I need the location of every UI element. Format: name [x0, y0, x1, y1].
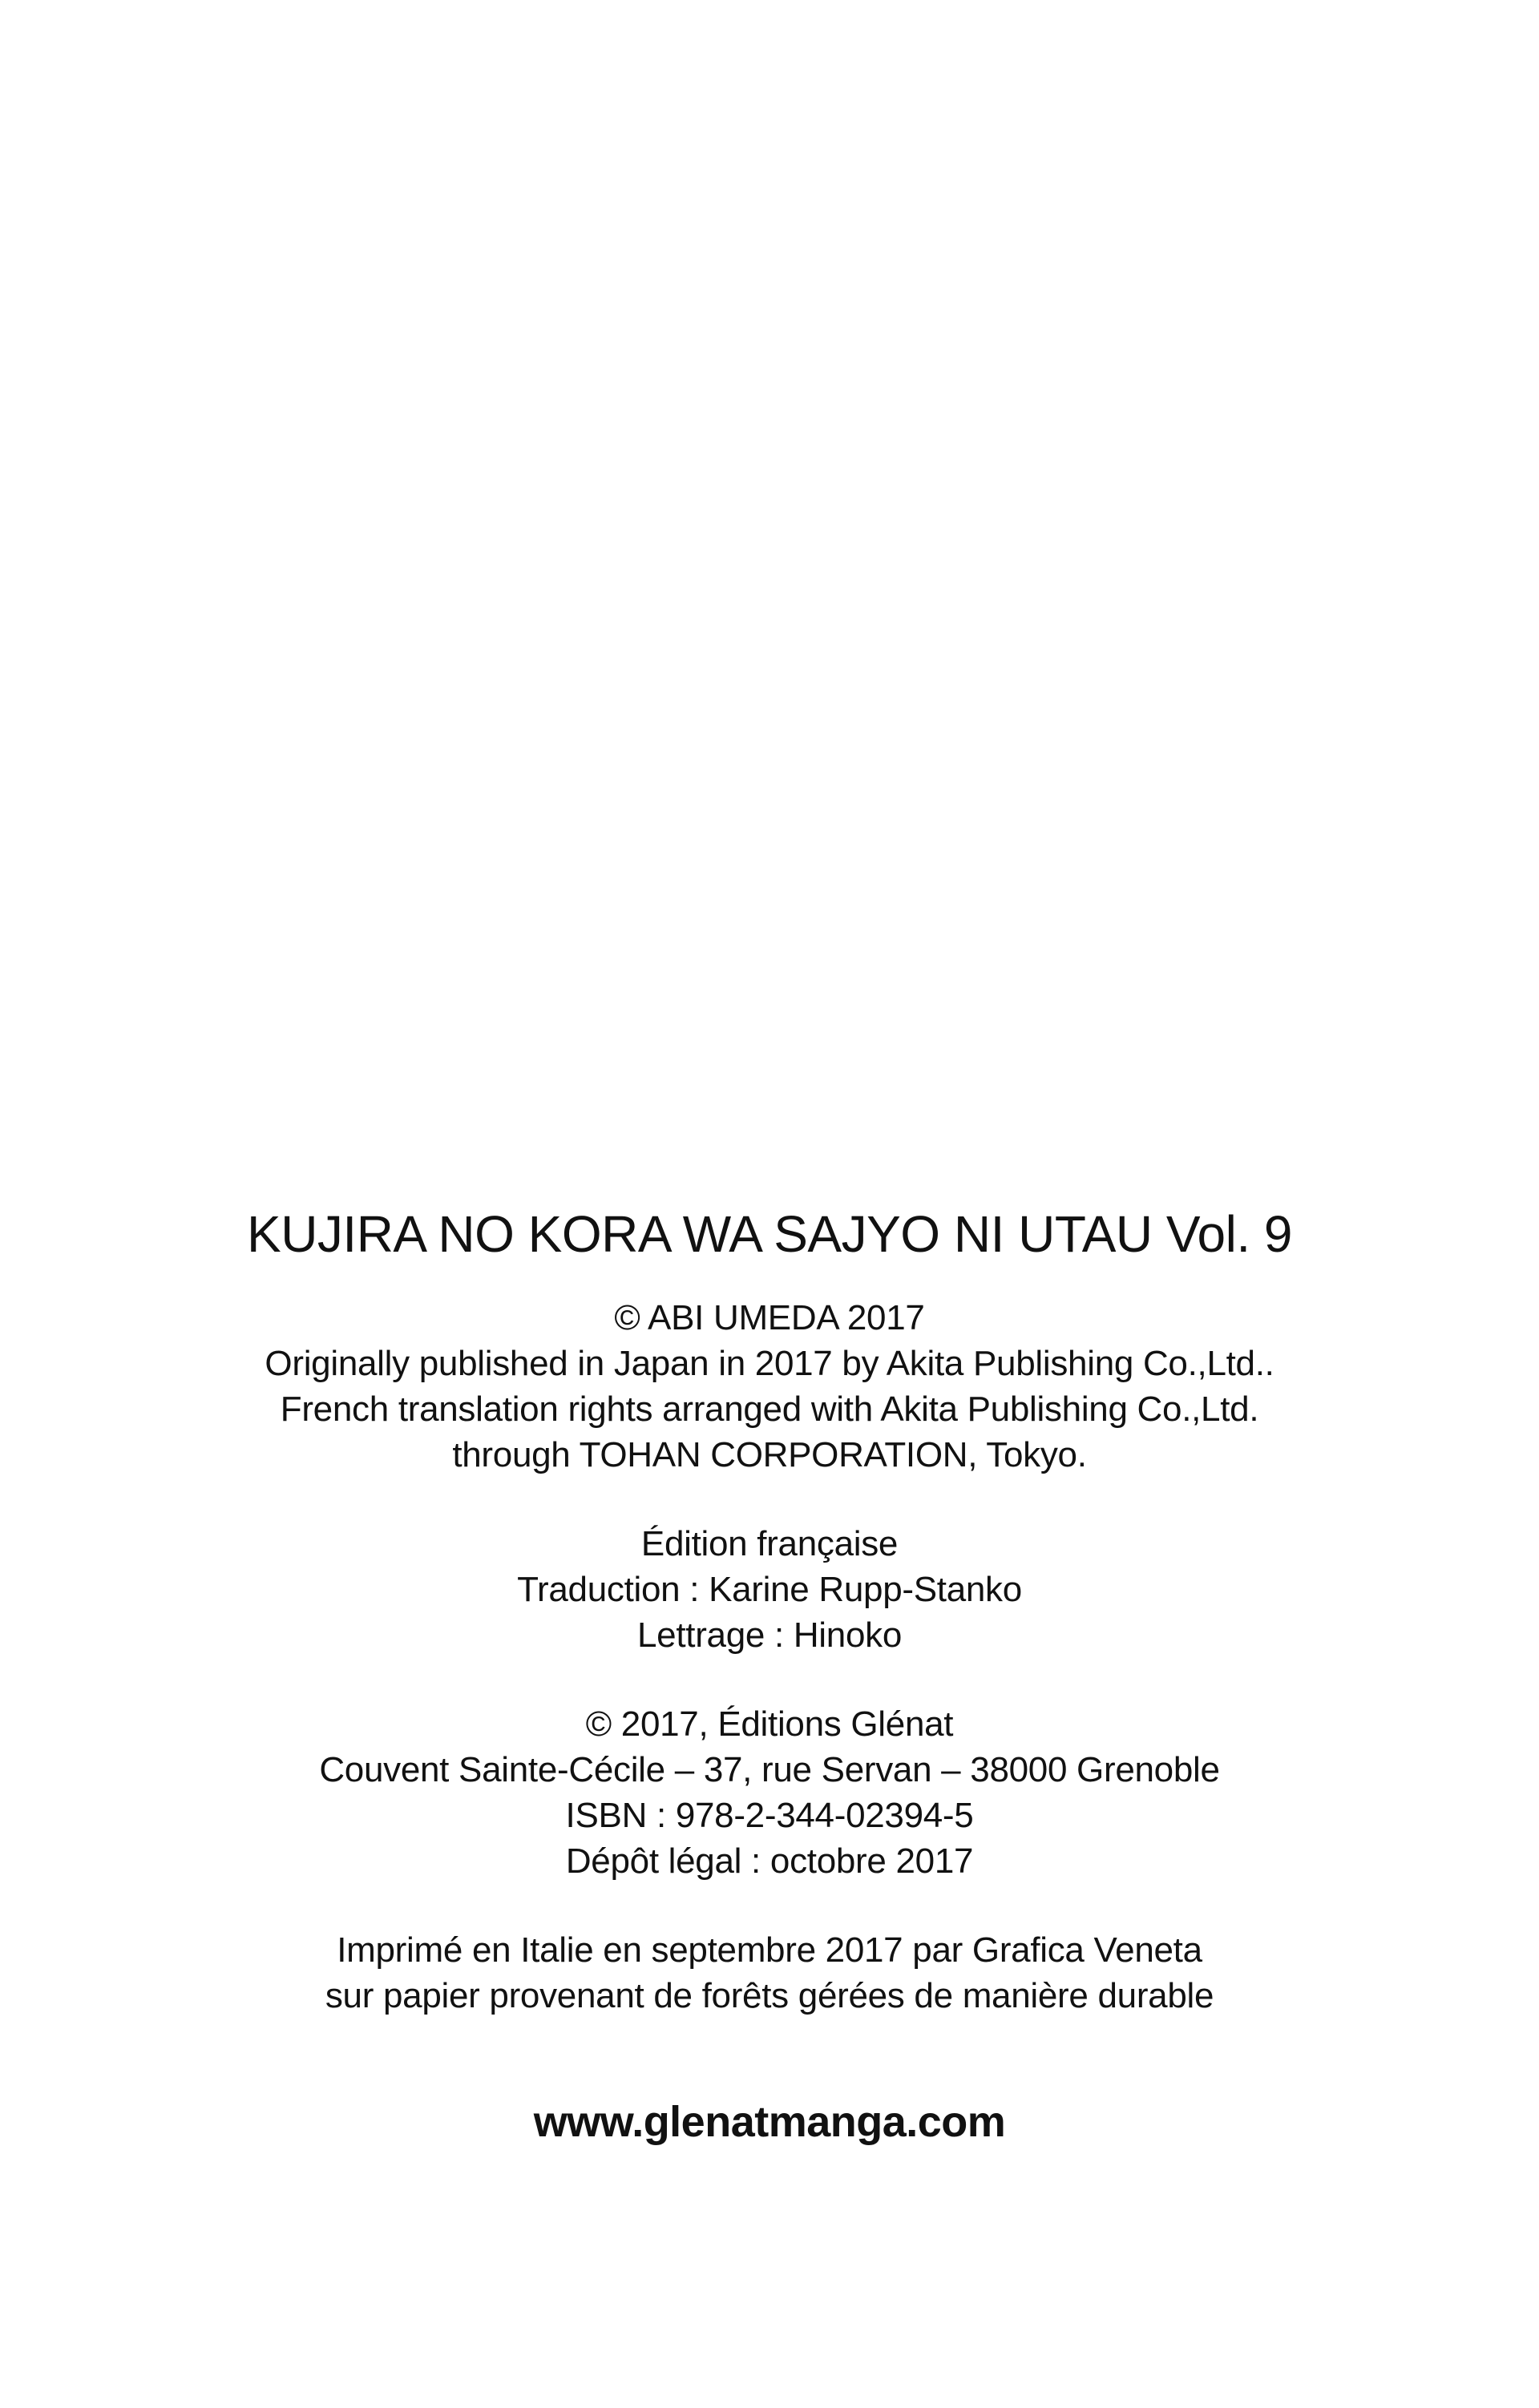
- paper-line: sur papier provenant de forêts gérées de manière durable: [325, 1976, 1214, 2015]
- copyright-line: © ABI UMEDA 2017: [614, 1298, 925, 1337]
- copyright-block: [0, 1295, 1539, 1478]
- printing-line: Imprimé en Italie en septembre 2017 par Grafica Veneta: [337, 1930, 1202, 1970]
- book-title: KUJIRA NO KORA WA SAJYO NI UTAU Vol. 9: [247, 1205, 1292, 1263]
- lettering-line: Lettrage : Hinoko: [637, 1615, 902, 1655]
- isbn-line: ISBN : 978-2-344-02394-5: [565, 1796, 974, 1835]
- translator-line: Traduction : Karine Rupp-Stanko: [517, 1570, 1022, 1609]
- agency-line: through TOHAN CORPORATION, Tokyo.: [452, 1435, 1087, 1474]
- legal-deposit-line: Dépôt légal : octobre 2017: [565, 1841, 974, 1881]
- original-publication-line: Originally published in Japan in 2017 by Akita Publishing Co.,Ltd..: [265, 1344, 1274, 1383]
- publisher-block: [0, 1701, 1539, 1884]
- colophon: [0, 1202, 1539, 2148]
- website-link[interactable]: www.glenatmanga.com: [533, 2098, 1006, 2146]
- printing-block: [0, 1927, 1539, 2019]
- edition-heading: Édition française: [640, 1524, 899, 1563]
- publisher-copyright-line: © 2017, Éditions Glénat: [585, 1704, 954, 1744]
- translation-rights-line: French translation rights arranged with Akita Publishing Co.,Ltd.: [280, 1390, 1259, 1429]
- publisher-address-line: Couvent Sainte-Cécile – 37, rue Servan – 38000 Grenoble: [319, 1750, 1220, 1789]
- edition-block: [0, 1521, 1539, 1658]
